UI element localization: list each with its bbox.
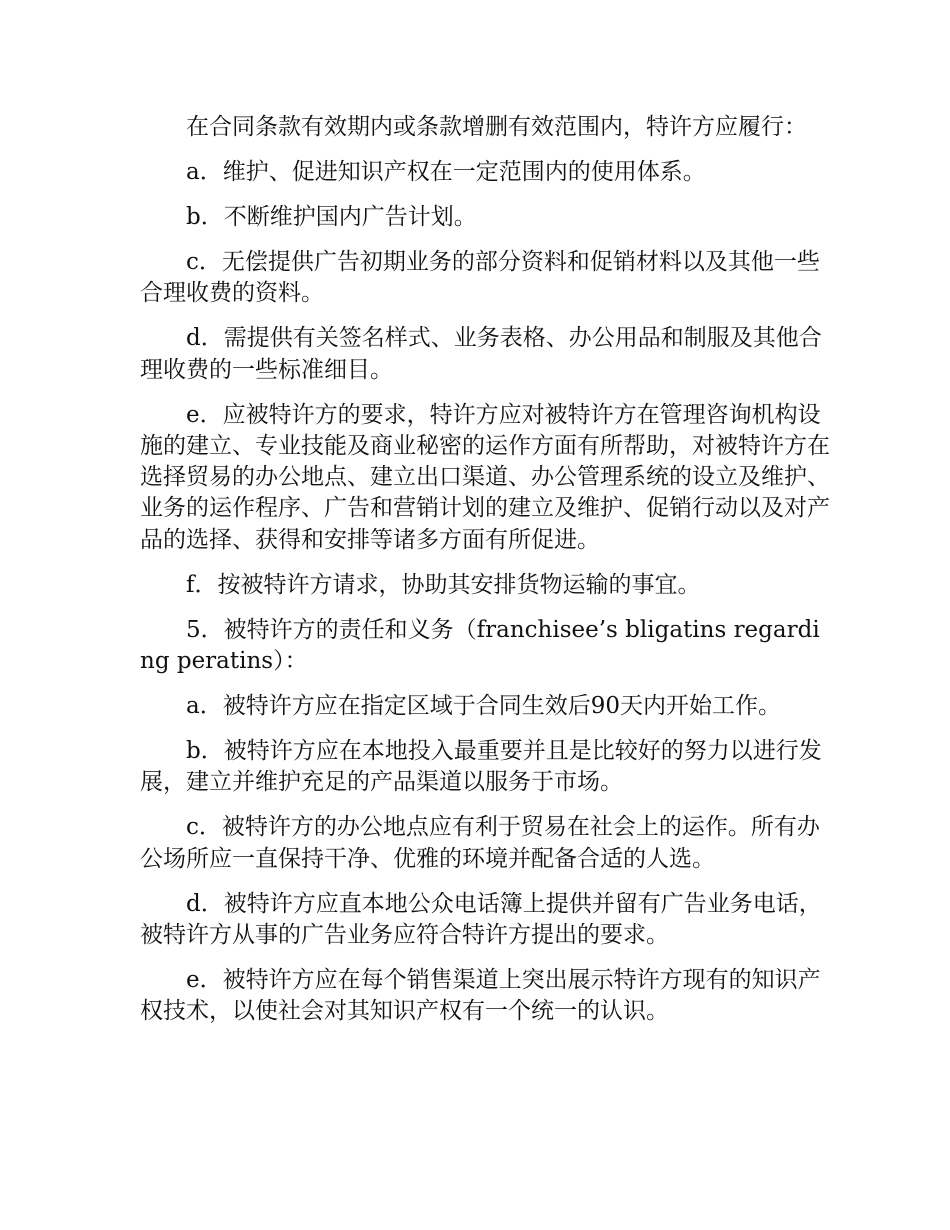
paragraph-item-e: e．应被特许方的要求，特许方应对被特许方在管理咨询机构设施的建立、专业技能及商业秘密的运作方面有所帮助，对被特许方在选择贸易的办公地点、建立出口渠道、办公管理系统的设立及维护、业务的运作程序、广告和营销计划的建立及维护、促销行动以及对产品的选择、获得和安排等诸多方面有所促进。 xyxy=(140,401,830,553)
section-heading-franchisee-obligations: 5．被特许方的责任和义务（franchisee’s bligatins regarding peratins）： xyxy=(140,616,820,674)
paragraph-franchisor-obligations-intro: 在合同条款有效期内或条款增删有效范围内，特许方应履行： xyxy=(186,114,807,140)
paragraph-item-d: d．需提供有关签名样式、业务表格、办公用品和制服及其他合理收费的一些标准细目。 xyxy=(140,325,822,383)
paragraph-item-b: b．不断维护国内广告计划。 xyxy=(186,203,477,230)
paragraph-franchisee-item-c: c．被特许方的办公地点应有利于贸易在社会上的运作。所有办公场所应一直保持干净、优雅的环境并配备合适的人选。 xyxy=(140,814,820,872)
paragraph-franchisee-item-b: b．被特许方应在本地投入最重要并且是比较好的努力以进行发展，建立并维护充足的产品渠道以服务于市场。 xyxy=(140,737,822,796)
paragraph-item-a: a．维护、促进知识产权在一定范围内的使用体系。 xyxy=(186,158,706,185)
paragraph-franchisee-item-a: a．被特许方应在指定区域于合同生效后90天内开始工作。 xyxy=(186,692,781,719)
paragraph-franchisee-item-d: d．被特许方应直本地公众电话簿上提供并留有广告业务电话，被特许方从事的广告业务应符合特许方提出的要求。 xyxy=(140,890,822,948)
paragraph-item-f: f．按被特许方请求，协助其安排货物运输的事宜。 xyxy=(186,571,701,598)
paragraph-item-c: c．无偿提供广告初期业务的部分资料和促销材料以及其他一些合理收费的资料。 xyxy=(140,248,820,307)
paragraph-franchisee-item-e: e．被特许方应在每个销售渠道上突出展示特许方现有的知识产权技术，以使社会对其知识产权有一个统一的认识。 xyxy=(140,966,821,1025)
document-body xyxy=(140,112,830,1041)
